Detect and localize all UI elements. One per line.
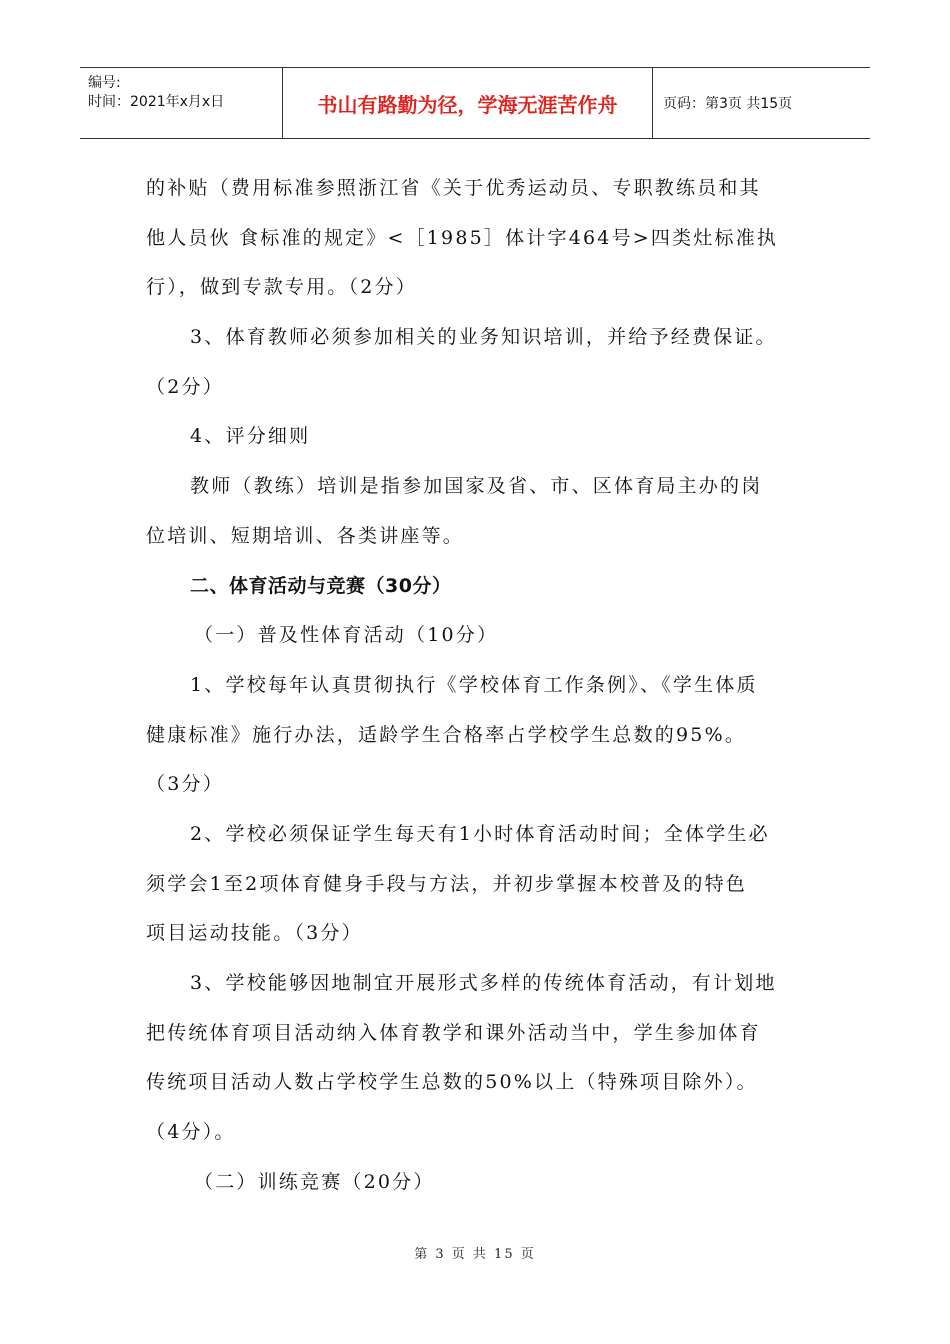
header-motto-cell [283, 68, 653, 138]
paragraph-line: 1、学校每年认真贯彻执行《学校体育工作条例》、《学生体质 [190, 673, 758, 696]
page-footer: 第 3 页 共 15 页 [414, 1247, 536, 1262]
document-body [146, 164, 808, 1207]
paragraph-line: 传统项目活动人数占学校学生总数的50%以上（特殊项目除外）。 [146, 1071, 758, 1094]
paragraph-line: 的补贴（费用标准参照浙江省《关于优秀运动员、专职教练员和其 [146, 177, 761, 199]
paragraph-line: 2、学校必须保证学生每天有1小时体育活动时间；全体学生必 [190, 822, 770, 845]
section-heading: 二、体育活动与竞赛（30分） [190, 574, 452, 597]
paragraph-line: 把传统体育项目活动纳入体育教学和课外活动当中，学生参加体育 [146, 1021, 761, 1044]
header-meta-cell [80, 68, 283, 138]
paragraph-line: 行），做到专款专用。（2分） [146, 276, 417, 299]
header-table [80, 67, 870, 139]
document-number-label: 编号: [88, 75, 121, 91]
header-page-label: 页码：第3页 共15页 [663, 96, 793, 112]
paragraph-line: 4、评分细则 [190, 425, 311, 448]
paragraph-line: 须学会1至2项体育健身手段与方法，并初步掌握本校普及的特色 [146, 872, 747, 895]
paragraph-line: 3、学校能够因地制宜开展形式多样的传统体育活动，有计划地 [190, 972, 777, 994]
document-time-label: 时间：2021年x月x日 [88, 94, 225, 110]
paragraph-line: 项目运动技能。（3分） [146, 922, 363, 945]
subsection-heading: （二）训练竞赛（20分） [194, 1170, 435, 1193]
paragraph-line: （4分）。 [146, 1121, 236, 1144]
paragraph-line: 教师（教练）培训是指参加国家及省、市、区体育局主办的岗 [190, 475, 763, 498]
paragraph-line: 位培训、短期培训、各类讲座等。 [146, 524, 465, 547]
subsection-heading: （一）普及性体育活动（10分） [194, 624, 499, 647]
header-page-cell [653, 68, 870, 138]
paragraph-line: 健康标准》施行办法，适龄学生合格率占学校学生总数的95%。 [146, 723, 747, 746]
paragraph-line: （3分） [146, 773, 224, 796]
paragraph-line: 他人员伙 食标准的规定》<［1985］体计字464号>四类灶标准执 [146, 226, 779, 249]
paragraph-line: 3、体育教师必须参加相关的业务知识培训，并给予经费保证。 [190, 326, 777, 349]
paragraph-line: （2分） [146, 375, 224, 398]
header-motto: 书山有路勤为径，学海无涯苦作舟 [317, 92, 618, 117]
